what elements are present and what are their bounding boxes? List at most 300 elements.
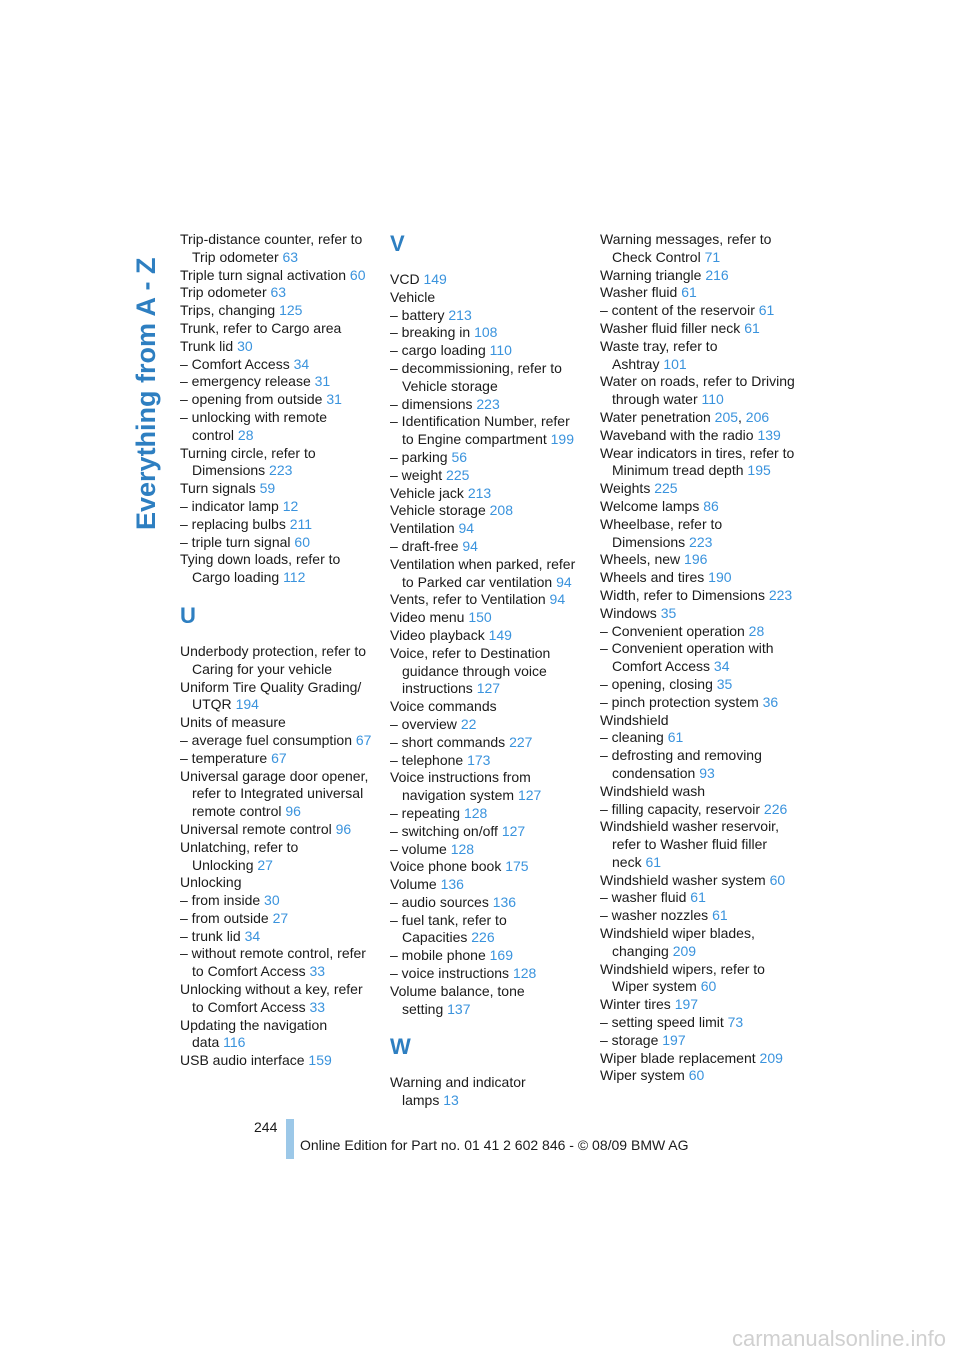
entry-text: Volume balance, tone setting [390,982,525,1017]
entry-text: Welcome lamps [600,497,700,514]
page-reference-link[interactable]: 27 [257,856,273,873]
page-reference-link[interactable]: 196 [684,551,708,568]
page-reference-link[interactable]: 127 [517,787,542,804]
entry-text: – voice instructions [390,965,510,982]
entry-text: – telephone [390,751,464,768]
page-reference-link[interactable]: 128 [512,965,537,982]
page-reference-link[interactable]: 125 [279,302,303,319]
page-reference-link[interactable]: 173 [467,751,491,768]
entry-text: – audio sources [390,893,489,910]
side-title: Everything from A - Z [131,257,161,530]
index-entry [180,1052,375,1070]
page-reference-link[interactable]: 216 [705,266,729,283]
page-reference-link[interactable]: 225 [654,480,678,497]
entry-text: – fuel tank, refer to Capacities [390,911,507,946]
entry-text: – decommissioning, refer to Vehicle storage [390,359,562,394]
index-entry [390,805,585,823]
page-reference-link[interactable]: 128 [450,840,475,857]
page-reference-link[interactable]: 61 [681,284,697,301]
entry-text: – Convenient operation [600,622,745,639]
entry-text: – draft-free [390,537,459,554]
page-reference-link[interactable]: 195 [747,462,771,479]
entry-text: – mobile phone [390,947,486,964]
index-entry [390,271,585,289]
page-reference-link[interactable]: 226 [763,800,788,817]
page-reference-link[interactable]: 209 [759,1049,783,1066]
entry-text: Warning and indicator lamps [390,1074,526,1109]
index-entry [180,714,375,732]
entry-text: – cleaning [600,729,664,746]
index-entry [600,1014,795,1032]
index-entry [390,485,585,503]
page-reference-link[interactable]: 63 [270,284,287,301]
entry-text: Waveband with the radio [600,426,754,443]
page-reference-link[interactable]: 34 [244,927,261,944]
index-entry [600,729,795,747]
index-entry [600,1050,795,1068]
page-reference-link[interactable]: 35 [660,604,677,621]
entry-text: Wheels, new [600,551,681,568]
page-reference-link[interactable]: 61 [645,853,662,870]
page-reference-link[interactable]: 22 [460,715,477,732]
entry-text: – overview [390,715,457,732]
index-entry [600,1032,795,1050]
page-reference-link[interactable]: 226 [471,929,495,946]
page-reference-link[interactable]: 223 [269,462,293,479]
index-entry [390,520,585,538]
index-entry [600,480,795,498]
page-reference-link[interactable]: 60 [700,978,717,995]
index-entry [180,498,375,516]
index-entry [390,627,585,645]
entry-text: Vents, refer to Ventilation [390,591,546,608]
entry-text: Washer fluid filler neck [600,319,741,336]
section-letter: W [390,1034,411,1060]
page-reference-link[interactable]: 30 [237,337,253,354]
index-entry [390,556,585,592]
entry-text: – without remote control, refer to Comfort Access [180,945,366,980]
index-entry [390,538,585,556]
page-reference-link[interactable]: 209 [672,942,697,959]
index-entry [390,396,585,414]
page-reference-link[interactable]: 149 [423,271,447,287]
page-reference-link[interactable]: 56 [451,448,468,465]
page-reference-link[interactable]: 94 [556,573,572,590]
index-entry [390,609,585,627]
page-reference-link[interactable]: 94 [458,520,475,537]
page-reference-link[interactable]: 223 [689,533,713,550]
entry-text: Trip odometer [180,284,267,301]
page-reference-link[interactable]: 12 [282,497,299,514]
footer-accent-bar [286,1119,294,1159]
page-reference-link[interactable]: 225 [446,466,470,483]
page-reference-link[interactable]: 223 [476,395,500,412]
entry-text: Voice phone book [390,858,502,875]
entry-text: Warning triangle [600,266,702,283]
index-entry [390,698,585,716]
page-reference-link[interactable]: 93 [699,764,715,781]
entry-text: Trunk lid [180,337,234,354]
page-reference-link[interactable]: 199 [550,431,574,448]
index-entry [390,876,585,894]
entry-text: Video menu [390,609,465,626]
index-entry [180,874,375,892]
page-reference-link[interactable]: 136 [440,876,464,893]
index-entry [600,676,795,694]
index-entry [390,467,585,485]
entry-text: Vehicle storage [390,502,486,519]
entry-text: Trunk, refer to Cargo area [180,319,342,336]
page-reference-link[interactable]: 213 [448,306,472,323]
index-entry [180,373,375,391]
entry-text: Vehicle jack [390,484,464,501]
page-reference-link[interactable]: 208 [489,502,513,519]
index-entry [600,320,795,338]
index-entry [390,591,585,609]
entry-text: Voice, refer to Destination guidance through voice instructions [390,644,551,697]
index-entry [180,981,375,1017]
index-entry [600,818,795,871]
entry-text: Unlocking [180,874,242,891]
page-reference-link[interactable]: 206 [745,408,770,425]
entry-text: – emergency release [180,373,311,390]
entry-text: USB audio interface [180,1052,305,1069]
entry-text: – Comfort Access [180,355,290,372]
page-reference-link[interactable]: 61 [758,302,775,319]
entry-text: Windshield wash [600,782,706,799]
entry-text: – dimensions [390,395,473,412]
page-reference-link[interactable]: 197 [662,1031,686,1048]
index-entry [180,338,375,356]
index-entry [600,996,795,1014]
index-entry [390,894,585,912]
index-entry [600,889,795,907]
entry-text: – battery [390,306,445,323]
page-reference-link[interactable]: 31 [326,391,342,408]
entry-text: – washer fluid [600,889,687,906]
index-entry [180,445,375,481]
index-entry [600,747,795,783]
watermark: carmanualsonline.info [731,1326,946,1351]
entry-text: Windshield washer system [600,871,766,888]
entry-text: – short commands [390,733,506,750]
index-column-1 [180,231,375,1070]
page-reference-link[interactable]: 60 [349,266,366,283]
entry-text: Underbody protection, refer to Caring for your vehicle [180,642,366,677]
entry-text: Washer fluid [600,284,678,301]
entry-text: Universal garage door opener, refer to Integrated universal remote control [180,767,369,820]
index-entry [600,907,795,925]
page-reference-link[interactable]: 61 [712,907,728,924]
entry-text: – cargo loading [390,342,486,359]
entry-text: Volume [390,876,437,893]
section-letter: V [390,231,405,256]
entry-text: Unlocking without a key, refer to Comfort Access [180,981,363,1015]
entry-text: – setting speed limit [600,1014,724,1031]
index-entry [390,912,585,948]
entry-text: Warning messages, refer to Check Control [600,231,772,265]
index-entry [600,427,795,445]
page-reference-link[interactable]: 31 [314,373,331,390]
entry-text: – Identification Number, refer to Engine compartment [390,413,570,448]
page-reference-link[interactable]: 96 [285,803,301,820]
entry-text: Universal remote control [180,820,332,837]
entry-text: – weight [390,466,443,483]
page-reference-link[interactable]: 112 [283,569,306,586]
entry-text: – parking [390,448,448,465]
page-reference-link[interactable]: 27 [272,909,289,926]
page-reference-link[interactable]: 136 [492,893,517,910]
page-reference-link[interactable]: 159 [308,1052,332,1069]
index-entry [600,498,795,516]
page-reference-link[interactable]: 63 [282,248,299,265]
page-reference-link[interactable]: 139 [757,426,781,443]
entry-text: Windshield wipers, refer to Wiper system [600,960,765,995]
index-entry [600,712,795,730]
index-entry [390,360,585,396]
index-entry [180,267,375,285]
index-entry [390,342,585,360]
page-reference-link[interactable]: 96 [335,820,352,837]
index-entry [600,373,795,409]
index-entry [180,480,375,498]
entry-text: Ventilation [390,520,455,537]
page-reference-link[interactable]: 73 [727,1014,744,1031]
page-reference-link[interactable]: 108 [474,324,498,341]
entry-text: Wiper system [600,1067,685,1084]
index-entry [600,694,795,712]
index-entry [390,734,585,752]
index-entry [600,783,795,801]
entry-text: Waste tray, refer to Ashtray [600,337,718,372]
index-entry [600,267,795,285]
page-reference-link[interactable]: 127 [501,822,526,839]
page-reference-link[interactable]: 33 [309,963,326,980]
page-reference-link[interactable]: 60 [769,871,786,888]
page-reference-link[interactable]: 67 [355,731,372,748]
entry-text: – triple turn signal [180,533,291,550]
page-reference-link[interactable]: 223 [768,586,793,603]
entry-text: – unlocking with remote control [180,408,328,443]
index-entry [390,324,585,342]
index-entry [180,320,375,338]
index-entry [600,1067,795,1085]
page-reference-link[interactable]: 35 [716,675,733,692]
page-reference-link[interactable]: 101 [663,355,687,372]
index-entry [600,302,795,320]
index-entry [180,732,375,750]
entry-text: Weights [600,480,651,497]
page-reference-link[interactable]: 127 [476,680,501,697]
index-entry [180,821,375,839]
index-entry: Water penetration 205, 206 [600,408,770,425]
index-entry [600,231,795,267]
page-reference-link[interactable]: 205 [714,408,739,425]
entry-text: Units of measure [180,714,286,731]
index-column-2 [390,231,585,1110]
page-reference-link[interactable]: 110 [489,342,512,359]
index-entry [600,569,795,587]
page-reference-link[interactable]: 71 [704,248,721,265]
page-reference-link[interactable]: 175 [505,858,529,875]
index-column-3 [600,231,795,1085]
index-entry [180,409,375,445]
index-entry [180,643,375,679]
entry-text: Uniform Tire Quality Grading/ UTQR [180,678,362,713]
page-reference-link[interactable]: 61 [744,319,760,336]
entry-text: – temperature [180,749,268,766]
entry-text: – storage [600,1031,659,1048]
entry-text: Wheelbase, refer to Dimensions [600,515,723,550]
entry-text: – content of the reservoir [600,302,755,319]
section-letter: U [180,602,196,628]
entry-text: – pinch protection system [600,693,759,710]
index-entry [390,413,585,449]
entry-text: – from outside [180,909,269,926]
index-entry [600,872,795,890]
index-entry [390,769,585,805]
index-entry [390,983,585,1019]
page-number: 244 [254,1119,278,1135]
page-reference-link[interactable]: 59 [259,480,276,497]
page-reference-link[interactable]: 137 [447,1000,471,1017]
entry-text: Turn signals [180,480,256,497]
page-reference-link[interactable]: 34 [293,355,310,372]
page-reference-link[interactable]: 61 [690,889,706,906]
index-entry [180,679,375,715]
page-reference-link[interactable]: 194 [235,696,259,713]
index-entry [390,823,585,841]
entry-text: – filling capacity, reservoir [600,800,761,817]
entry-text: Windshield washer reservoir, refer to Washer fluid filler neck [600,818,779,870]
page-reference-link[interactable]: 36 [762,693,779,710]
index-entry [600,925,795,961]
page-reference-link[interactable]: 128 [463,804,488,821]
entry-text: VCD [390,271,420,287]
index-entry [600,551,795,569]
entry-text: Updating the navigation data [180,1016,328,1051]
page-reference-link[interactable]: 60 [688,1067,705,1084]
entry-text: – repeating [390,804,461,821]
index-entry [390,645,585,698]
entry-text: Water penetration [600,408,711,425]
index-entry [390,449,585,467]
index-entry [390,858,585,876]
entry-text: – opening from outside [180,391,323,408]
page-reference-link[interactable]: 34 [713,658,730,675]
page-reference-link[interactable]: 150 [468,609,492,626]
entry-text: Vehicle [390,288,436,305]
entry-text: Windshield [600,711,669,728]
page-reference-link[interactable]: 33 [309,998,326,1015]
index-entry [180,768,375,821]
page-reference-link[interactable]: 169 [489,947,513,964]
index-entry [600,640,795,676]
entry-text: Unlatching, refer to Unlocking [180,838,299,873]
index-entry [390,502,585,520]
entry-text: Width, refer to Dimensions [600,586,765,603]
entry-text: Voice commands [390,698,497,715]
index-entry [600,587,795,605]
entry-text: – defrosting and removing condensation [600,747,762,781]
entry-text: Wheels and tires [600,569,705,586]
index-entry [180,839,375,875]
index-entry [180,892,375,910]
page-reference-link[interactable]: 110 [701,391,724,408]
entry-text: – Convenient operation with Comfort Access [600,640,774,675]
index-entry [390,307,585,325]
entry-text: Winter tires [600,996,671,1013]
entry-text: Ventilation when parked, refer to Parked car ventilation [390,555,576,590]
page-reference-link[interactable]: 61 [667,729,684,746]
entry-text: Triple turn signal activation [180,266,347,283]
index-entry [180,391,375,409]
index-entry [180,910,375,928]
entry-text: Trip-distance counter, refer to Trip odometer [180,231,363,265]
index-entry [390,841,585,859]
page-reference-link[interactable]: 190 [708,569,732,586]
index-entry [600,961,795,997]
page-reference-link[interactable]: 197 [674,996,699,1013]
entry-text: – washer nozzles [600,907,709,924]
page-reference-link[interactable]: 28 [237,426,254,443]
index-entry [600,605,795,623]
entry-text: – indicator lamp [180,497,279,514]
index-entry [180,534,375,552]
entry-text: Tying down loads, refer to Cargo loading [180,551,341,586]
page-reference-link[interactable]: 94 [549,591,566,608]
page-reference-link[interactable]: 67 [271,749,287,766]
index-entry [180,356,375,374]
entry-text: – from inside [180,892,261,909]
entry-text: – volume [390,840,447,857]
index-entry [390,289,585,307]
page-reference-link[interactable]: 213 [467,484,492,501]
page-reference-link[interactable]: 211 [289,515,313,532]
entry-text: – breaking in [390,324,471,341]
index-entry [180,551,375,587]
page-reference-link[interactable]: 30 [264,892,280,909]
entry-text: – opening, closing [600,675,713,692]
page-reference-link[interactable]: 227 [509,733,533,750]
page-reference-link[interactable]: 60 [294,533,310,550]
index-entry [180,516,375,534]
page-reference-link[interactable]: 13 [443,1092,459,1109]
footer-edition-note: Online Edition for Part no. 01 41 2 602 846 - © 08/09 BMW AG [300,1137,689,1153]
entry-text: Water on roads, refer to Driving through water [600,373,795,408]
page-reference-link[interactable]: 116 [223,1034,246,1051]
entry-text: – switching on/off [390,822,498,839]
page-reference-link[interactable]: 28 [748,622,765,639]
index-entry [180,945,375,981]
index-entry [180,302,375,320]
index-entry [180,231,375,267]
entry-text: Windows [600,604,657,621]
page-reference-link[interactable]: 86 [703,497,719,514]
index-entry [390,965,585,983]
index-entry [600,338,795,374]
index-entry [180,928,375,946]
entry-text: Wiper blade replacement [600,1049,756,1066]
index-entry [390,947,585,965]
page-reference-link[interactable]: 149 [488,626,512,643]
entry-text: Windshield wiper blades, changing [600,925,755,959]
page-reference-link[interactable]: 94 [462,537,478,554]
index-entry [600,623,795,641]
index-entry [390,752,585,770]
index-entry [180,1017,375,1053]
entry-text: Trips, changing [180,302,276,319]
